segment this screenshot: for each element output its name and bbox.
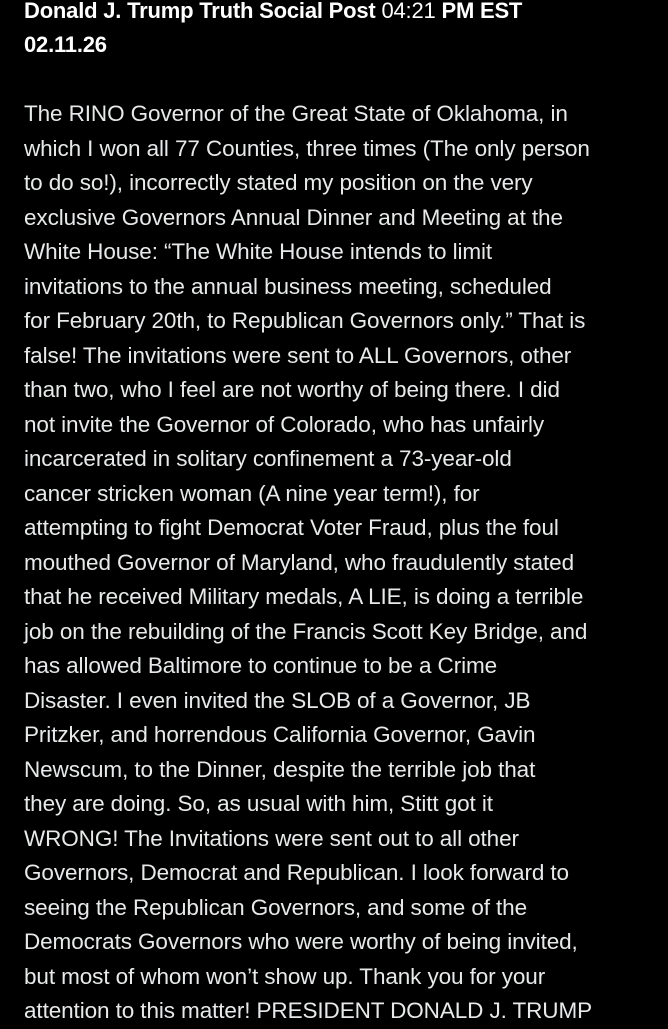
post-body-line: than two, who I feel are not worthy of being there. I did (24, 377, 560, 402)
post (24, 0, 652, 1029)
post-body-line: false! The invitations were sent to ALL Governors, other (24, 342, 572, 368)
post-body-line: Pritzker, and horrendous California Governor, Gavin (24, 722, 536, 747)
post-body-line: cancer stricken woman (A nine year term!), for (24, 480, 480, 506)
post-body-line: they are doing. So, as usual with him, Stitt got it (24, 791, 493, 816)
post-body-line: for February 20th, to Republican Governors only.” That is (24, 308, 586, 333)
post-title: Donald J. Trump Truth Social Post (24, 0, 376, 23)
post-body-line: attention to this matter! PRESIDENT DONALD J. TRUMP (24, 998, 592, 1023)
post-body (24, 97, 652, 1029)
post-body-line: not invite the Governor of Colorado, who has unfairly (24, 411, 544, 437)
post-body-line: which I won all 77 Counties, three times (The only person (24, 135, 590, 161)
post-body-line: Newscum, to the Dinner, despite the terrible job that (24, 756, 536, 782)
post-body-line: Governors, Democrat and Republican. I look forward to (24, 860, 569, 885)
post-body-line: White House: “The White House intends to limit (24, 239, 493, 264)
post-body-line: attempting to fight Democrat Voter Fraud, plus the foul (24, 515, 559, 540)
post-body-line: to do so!), incorrectly stated my position on the very (24, 170, 533, 195)
post-body-line: seeing the Republican Governors, and some of the (24, 894, 528, 920)
post-body-line: exclusive Governors Annual Dinner and Meeting at the (24, 204, 563, 230)
post-body-line: incarcerated in solitary confinement a 73-year-old (24, 446, 512, 471)
post-body-line: WRONG! The Invitations were sent out to all other (24, 825, 519, 851)
post-body-line: has allowed Baltimore to continue to be a Crime (24, 653, 498, 678)
post-date: 02.11.26 (24, 32, 107, 57)
post-body-line: mouthed Governor of Maryland, who fraudulently stated (24, 549, 575, 575)
post-body-line: invitations to the annual business meeting, scheduled (24, 273, 552, 299)
post-body-line: The RINO Governor of the Great State of Oklahoma, in (24, 101, 568, 126)
post-body-line: job on the rebuilding of the Francis Scott Key Bridge, and (24, 618, 588, 644)
post-header (24, 0, 652, 62)
post-time: 04:21 (381, 0, 436, 23)
post-body-line: Disaster. I even invited the SLOB of a Governor, JB (24, 687, 531, 713)
post-body-line: that he received Military medals, A LIE, is doing a terrible (24, 584, 584, 609)
post-body-line: Democrats Governors who were worthy of being invited, (24, 929, 578, 954)
post-body-line: but most of whom won’t show up. Thank you for your (24, 963, 546, 989)
post-ampm: PM EST (441, 0, 523, 23)
